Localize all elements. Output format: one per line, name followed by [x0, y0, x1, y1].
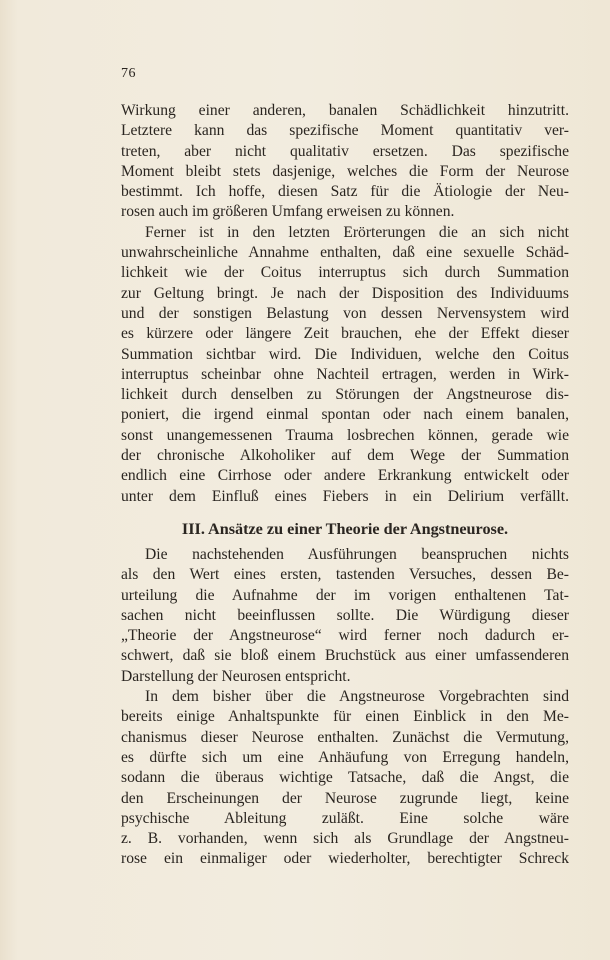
text-line: lichkeit durch denselben zu Störungen der Angstneurose dis- [121, 386, 569, 404]
text-line: unter dem Einfluß eines Fiebers in ein Delirium verfällt. [121, 487, 569, 505]
text-line: treten, aber nicht qualitativ ersetzen. Das spezifische [121, 142, 569, 160]
text-line: In dem bisher über die Angstneurose Vorgebrachten sind [145, 688, 569, 706]
text-line: der chronische Alkoholiker auf dem Wege der Summation [121, 447, 569, 465]
text-line: den Erscheinungen der Neurose zugrunde liegt, keine [121, 789, 569, 807]
text-line: als den Wert eines ersten, tastenden Versuches, dessen Be- [121, 566, 569, 584]
text-line: sachen nicht beeinflussen sollte. Die Würdigung dieser [121, 606, 569, 624]
text-line: sonst unangemessenen Trauma losbrechen können, gerade wie [121, 426, 569, 444]
text-line: es dürfte sich um eine Anhäufung von Erregung handeln, [121, 748, 569, 766]
text-line: urteilung die Aufnahme der im vorigen enthaltenen Tat- [121, 586, 569, 604]
text-line: Ferner ist in den letzten Erörterungen die an sich nicht [145, 223, 569, 241]
page-number: 76 [121, 66, 136, 81]
text-line: Die nachstehenden Ausführungen beanspruchen nichts [145, 545, 569, 563]
text-line: „Theorie der Angstneurose“ wird ferner noch dadurch er- [121, 627, 569, 645]
text-line: und der sonstigen Belastung von dessen Nervensystem wird [121, 304, 569, 322]
text-line: rose ein einmaliger oder wiederholter, berechtigter Schreck [121, 850, 569, 868]
text-line: Moment bleibt stets dasjenige, welches die Form der Neurose [121, 162, 569, 180]
text-body [121, 101, 569, 870]
text-line: lichkeit wie der Coitus interruptus sich durch Summation [121, 264, 569, 282]
text-line: psychische Ableitung zuläßt. Eine solche wäre [121, 809, 569, 827]
text-line: Letztere kann das spezifische Moment quantitativ ver- [121, 122, 569, 140]
text-line: endlich eine Cirrhose oder andere Erkrankung entwickelt oder [121, 467, 569, 485]
text-line: interruptus scheinbar ohne Nachteil ertragen, werden in Wirk- [121, 365, 569, 383]
text-line: chanismus dieser Neurose enthalten. Zunächst die Vermutung, [121, 728, 569, 746]
text-line: sodann die überaus wichtige Tatsache, daß die Angst, die [121, 769, 569, 787]
text-line: bereits einige Anhaltspunkte für einen Einblick in den Me- [121, 708, 569, 726]
paragraph [121, 687, 569, 870]
text-line: Wirkung einer anderen, banalen Schädlichkeit hinzutritt. [121, 102, 569, 119]
text-line: zur Geltung bringt. Je nach der Disposition des Individuums [121, 284, 569, 302]
text-line: es kürzere oder längere Zeit brauchen, ehe der Effekt dieser [121, 325, 569, 343]
text-line: poniert, die irgend einmal spontan oder nach einem banalen, [121, 406, 569, 424]
text-line: Darstellung der Neurosen entspricht. [121, 667, 351, 685]
text-line: z. B. vorhanden, wenn sich als Grundlage der Angstneu- [121, 830, 569, 848]
section-heading: III. Ansätze zu einer Theorie der Angstneurose. [181, 519, 509, 538]
text-line: Summation sichtbar wird. Die Individuen, welche den Coitus [121, 345, 569, 363]
paragraph [121, 223, 569, 507]
paragraph [121, 101, 569, 223]
text-line: bestimmt. Ich hoffe, diesen Satz für die Ätiologie der Neu- [121, 183, 569, 201]
text-line: rosen auch im größeren Umfang erweisen zu können. [121, 203, 455, 221]
paragraph [121, 545, 569, 687]
text-line: schwert, daß sie bloß einem Bruchstück aus einer umfassenderen [121, 647, 569, 665]
text-line: unwahrscheinliche Annahme enthalten, daß eine sexuelle Schäd- [121, 244, 569, 262]
